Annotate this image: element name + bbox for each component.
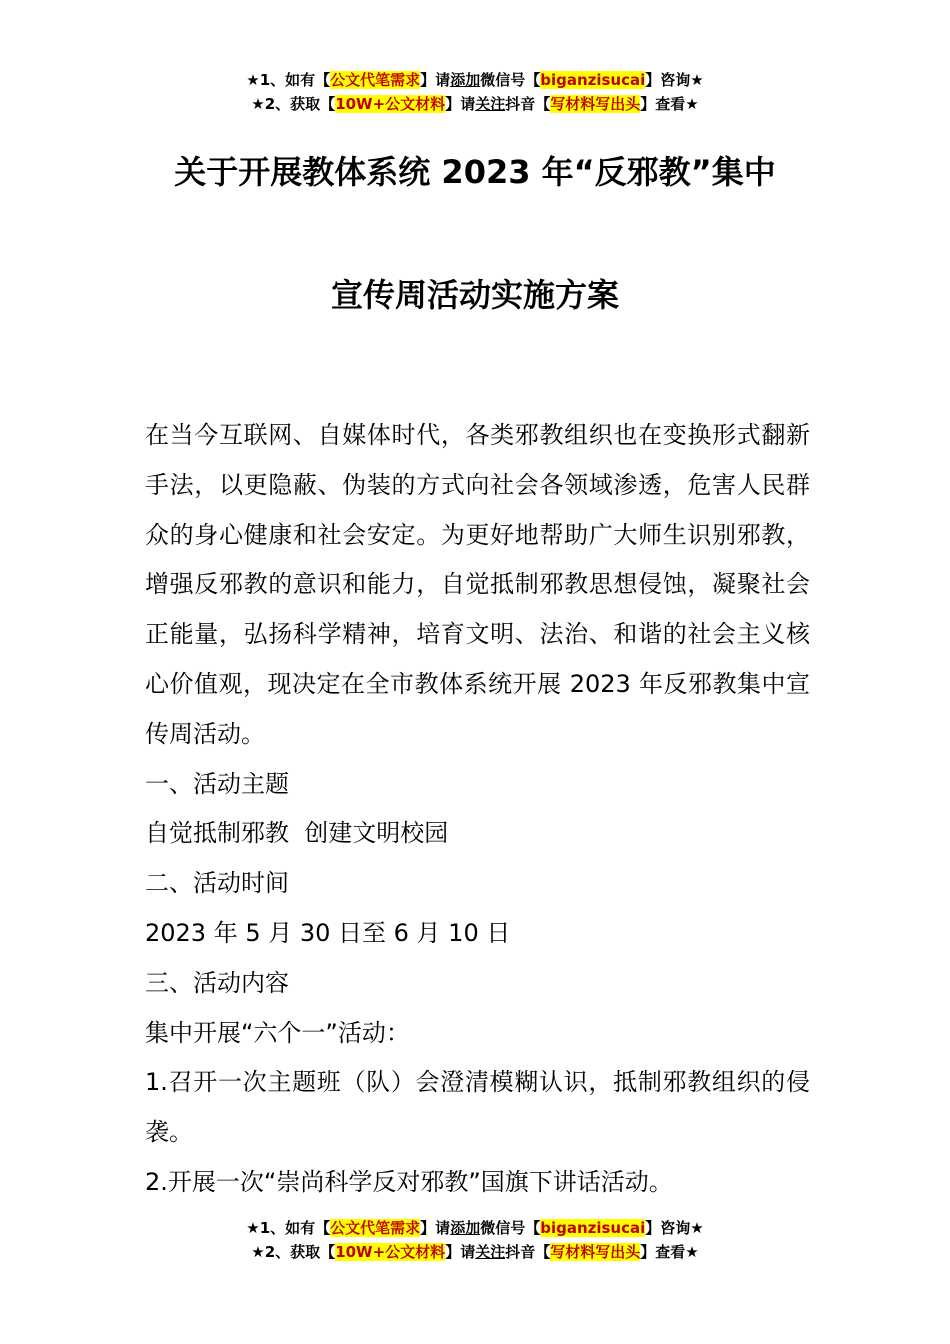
theme-text: 自觉抵制邪教 创建文明校园 [145, 819, 449, 848]
promo-underline-follow: 关注 [475, 95, 506, 113]
promo-underline-add: 添加 [450, 71, 481, 89]
promo-highlight-wechat-id: biganzisucai [540, 1219, 646, 1237]
promo-line-2: ★2、获取【10W+公文材料】请关注抖音【写材料写出头】查看★ [251, 1243, 699, 1261]
promo-highlight-materials: 10W+公文材料 [335, 95, 446, 113]
promo-underline-add: 添加 [450, 1219, 481, 1237]
promo-highlight-service: 公文代笔需求 [330, 71, 421, 89]
promo-line-2: ★2、获取【10W+公文材料】请关注抖音【写材料写出头】查看★ [251, 95, 699, 113]
section-heading-theme: 一、活动主题 [145, 769, 289, 798]
promo-line-1: ★1、如有【公文代笔需求】请添加微信号【biganzisucai】咨询★ [246, 71, 704, 89]
document-title-line-2: 宣传周活动实施方案 [330, 276, 619, 314]
promo-highlight-douyin: 写材料写出头 [550, 95, 641, 113]
document-body [145, 411, 810, 1208]
promo-highlight-douyin: 写材料写出头 [550, 1243, 641, 1261]
promo-underline-follow: 关注 [475, 1243, 506, 1261]
content-intro-text: 集中开展“六个一”活动： [145, 1018, 410, 1047]
intro-paragraph: 在当今互联网、自媒体时代，各类邪教组织也在变换形式翻新手法，以更隐蔽、伪装的方式向社会各领域渗透，危害人民群众的身心健康和社会安定。为更好地帮助广大师生识别邪教，增强反邪教的意识和能力，自觉抵制邪教思想侵蚀，凝聚社会正能量，弘扬科学精神，培育文明、法治、和谐的社会主义核心价值观，现决定在全市教体系统开展 2023 年反邪教集中宣传周活动。 [145, 421, 810, 748]
header-promo-banner [0, 68, 950, 116]
content-item-2: 2.开展一次“崇尚科学反对邪教”国旗下讲话活动。 [145, 1167, 673, 1196]
section-heading-time: 二、活动时间 [145, 869, 289, 898]
footer-promo-banner [0, 1216, 950, 1264]
section-heading-content: 三、活动内容 [145, 968, 289, 997]
promo-highlight-materials: 10W+公文材料 [335, 1243, 446, 1261]
promo-highlight-wechat-id: biganzisucai [540, 71, 646, 89]
time-text: 2023 年 5 月 30 日至 6 月 10 日 [145, 918, 511, 947]
promo-line-1: ★1、如有【公文代笔需求】请添加微信号【biganzisucai】咨询★ [246, 1219, 704, 1237]
document-title-line-1: 关于开展教体系统 2023 年“反邪教”集中 [174, 153, 776, 191]
promo-highlight-service: 公文代笔需求 [330, 1219, 421, 1237]
content-item-1: 1.召开一次主题班（队）会澄清模糊认识，抵制邪教组织的侵袭。 [145, 1068, 810, 1147]
